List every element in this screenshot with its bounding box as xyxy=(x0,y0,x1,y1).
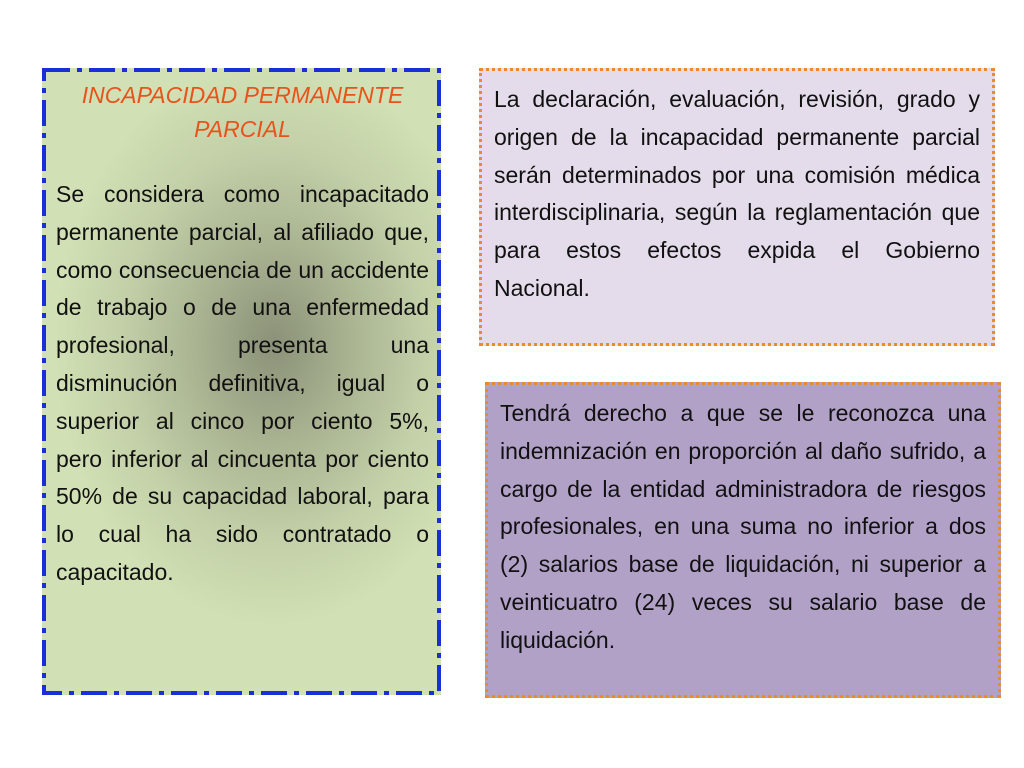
bottom-right-box-body: Tendrá derecho a que se le reconozca una indemnización en proporción al daño sufrido, a cargo de la entidad administradora de riesgos profesionales, en una suma no inferior a dos (2) salarios base de liquidación, ni superior a veinticuatro (24) veces su salario base de liquidación. xyxy=(500,400,986,653)
left-box-title: INCAPACIDAD PERMANENTE PARCIAL xyxy=(81,82,404,142)
left-text-box xyxy=(42,68,441,695)
top-right-text-box xyxy=(479,68,995,346)
left-box-body: Se considera como incapacitado permanente parcial, al afiliado que, como consecuencia de un accidente de trabajo o de una enfermedad profesional, presenta una disminución definitiva, igual o superior al cinco por ciento 5%, pero inferior al cincuenta por ciento 50% de su capacidad laboral, para lo cual ha sido contratado o capacitado. xyxy=(56,181,429,585)
bottom-right-text-box xyxy=(485,382,1001,698)
top-right-box-body: La declaración, evaluación, revisión, grado y origen de la incapacidad permanente parcial serán determinados por una comisión médica interdisciplinaria, según la reglamentación que para estos efectos expida el Gobierno Nacional. xyxy=(494,86,980,301)
